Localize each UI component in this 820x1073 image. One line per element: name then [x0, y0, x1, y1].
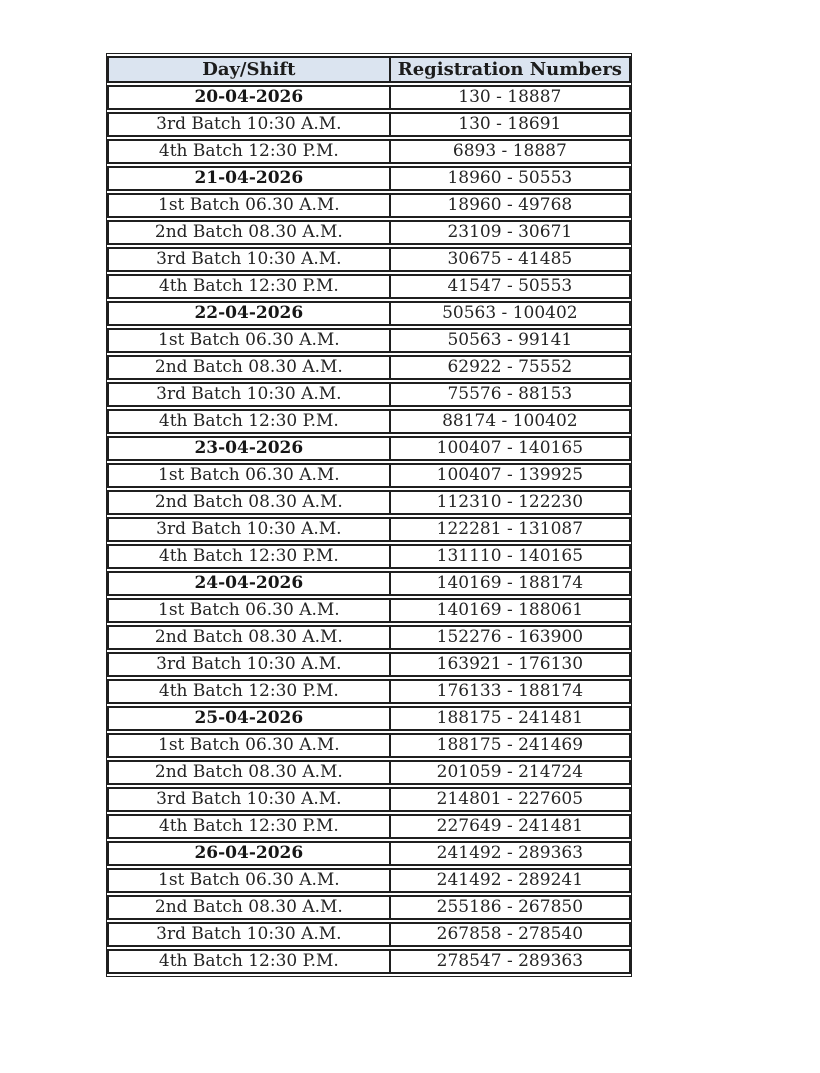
registration-numbers-cell: 130 - 18691	[391, 112, 631, 137]
registration-numbers-cell: 176133 - 188174	[391, 679, 631, 704]
day-shift-cell: 2nd Batch 08.30 A.M.	[107, 895, 391, 920]
registration-numbers-cell: 100407 - 140165	[391, 436, 631, 461]
table-body	[107, 85, 631, 974]
date-row	[107, 301, 631, 326]
batch-row	[107, 652, 631, 677]
day-shift-cell: 3rd Batch 10:30 A.M.	[107, 112, 391, 137]
registration-numbers-cell: 188175 - 241469	[391, 733, 631, 758]
day-shift-cell: 22-04-2026	[107, 301, 391, 326]
day-shift-cell: 24-04-2026	[107, 571, 391, 596]
day-shift-cell: 4th Batch 12:30 P.M.	[107, 274, 391, 299]
day-shift-cell: 1st Batch 06.30 A.M.	[107, 598, 391, 623]
registration-numbers-cell: 163921 - 176130	[391, 652, 631, 677]
batch-row	[107, 490, 631, 515]
batch-row	[107, 895, 631, 920]
day-shift-cell: 2nd Batch 08.30 A.M.	[107, 355, 391, 380]
batch-row	[107, 382, 631, 407]
registration-numbers-cell: 18960 - 49768	[391, 193, 631, 218]
day-shift-cell: 1st Batch 06.30 A.M.	[107, 463, 391, 488]
batch-row	[107, 112, 631, 137]
day-shift-cell: 20-04-2026	[107, 85, 391, 110]
day-shift-cell: 1st Batch 06.30 A.M.	[107, 868, 391, 893]
registration-numbers-cell: 241492 - 289363	[391, 841, 631, 866]
batch-row	[107, 463, 631, 488]
registration-numbers-cell: 50563 - 100402	[391, 301, 631, 326]
registration-numbers-cell: 188175 - 241481	[391, 706, 631, 731]
day-shift-cell: 4th Batch 12:30 P.M.	[107, 679, 391, 704]
batch-row	[107, 247, 631, 272]
batch-row	[107, 922, 631, 947]
batch-row	[107, 220, 631, 245]
registration-numbers-cell: 30675 - 41485	[391, 247, 631, 272]
registration-numbers-cell: 255186 - 267850	[391, 895, 631, 920]
day-shift-cell: 3rd Batch 10:30 A.M.	[107, 787, 391, 812]
batch-row	[107, 355, 631, 380]
day-shift-cell: 25-04-2026	[107, 706, 391, 731]
registration-numbers-cell: 131110 - 140165	[391, 544, 631, 569]
batch-row	[107, 733, 631, 758]
registration-numbers-cell: 278547 - 289363	[391, 949, 631, 974]
day-shift-cell: 4th Batch 12:30 P.M.	[107, 139, 391, 164]
day-shift-cell: 4th Batch 12:30 P.M.	[107, 814, 391, 839]
day-shift-cell: 4th Batch 12:30 P.M.	[107, 544, 391, 569]
day-shift-cell: 4th Batch 12:30 P.M.	[107, 949, 391, 974]
day-shift-cell: 2nd Batch 08.30 A.M.	[107, 220, 391, 245]
batch-row	[107, 814, 631, 839]
registration-numbers-cell: 241492 - 289241	[391, 868, 631, 893]
registration-numbers-cell: 267858 - 278540	[391, 922, 631, 947]
day-shift-cell: 3rd Batch 10:30 A.M.	[107, 382, 391, 407]
day-shift-cell: 26-04-2026	[107, 841, 391, 866]
batch-row	[107, 598, 631, 623]
batch-row	[107, 328, 631, 353]
registration-numbers-cell: 214801 - 227605	[391, 787, 631, 812]
registration-numbers-cell: 140169 - 188174	[391, 571, 631, 596]
batch-row	[107, 949, 631, 974]
batch-row	[107, 625, 631, 650]
date-row	[107, 706, 631, 731]
schedule-table	[107, 54, 631, 976]
registration-numbers-cell: 100407 - 139925	[391, 463, 631, 488]
registration-numbers-cell: 140169 - 188061	[391, 598, 631, 623]
day-shift-cell: 2nd Batch 08.30 A.M.	[107, 490, 391, 515]
registration-numbers-cell: 88174 - 100402	[391, 409, 631, 434]
batch-row	[107, 517, 631, 542]
day-shift-cell: 3rd Batch 10:30 A.M.	[107, 652, 391, 677]
date-row	[107, 571, 631, 596]
date-row	[107, 85, 631, 110]
batch-row	[107, 868, 631, 893]
registration-numbers-cell: 62922 - 75552	[391, 355, 631, 380]
day-shift-cell: 3rd Batch 10:30 A.M.	[107, 922, 391, 947]
day-shift-cell: 2nd Batch 08.30 A.M.	[107, 760, 391, 785]
batch-row	[107, 139, 631, 164]
registration-numbers-cell: 23109 - 30671	[391, 220, 631, 245]
registration-numbers-cell: 50563 - 99141	[391, 328, 631, 353]
registration-numbers-cell: 122281 - 131087	[391, 517, 631, 542]
day-shift-cell: 21-04-2026	[107, 166, 391, 191]
registration-numbers-cell: 227649 - 241481	[391, 814, 631, 839]
batch-row	[107, 787, 631, 812]
date-row	[107, 166, 631, 191]
day-shift-cell: 1st Batch 06.30 A.M.	[107, 193, 391, 218]
day-shift-cell: 2nd Batch 08.30 A.M.	[107, 625, 391, 650]
registration-numbers-cell: 75576 - 88153	[391, 382, 631, 407]
day-shift-cell: 1st Batch 06.30 A.M.	[107, 733, 391, 758]
registration-numbers-cell: 130 - 18887	[391, 85, 631, 110]
registration-numbers-cell: 6893 - 18887	[391, 139, 631, 164]
day-shift-cell: 1st Batch 06.30 A.M.	[107, 328, 391, 353]
registration-numbers-cell: 41547 - 50553	[391, 274, 631, 299]
batch-row	[107, 760, 631, 785]
batch-row	[107, 544, 631, 569]
registration-numbers-cell: 18960 - 50553	[391, 166, 631, 191]
header-day-shift: Day/Shift	[107, 56, 391, 83]
batch-row	[107, 409, 631, 434]
header-row	[107, 56, 631, 83]
registration-schedule-table	[106, 53, 632, 977]
batch-row	[107, 193, 631, 218]
table-header	[107, 56, 631, 83]
registration-numbers-cell: 152276 - 163900	[391, 625, 631, 650]
batch-row	[107, 679, 631, 704]
registration-numbers-cell: 201059 - 214724	[391, 760, 631, 785]
date-row	[107, 436, 631, 461]
batch-row	[107, 274, 631, 299]
header-registration-numbers: Registration Numbers	[391, 56, 631, 83]
date-row	[107, 841, 631, 866]
day-shift-cell: 23-04-2026	[107, 436, 391, 461]
day-shift-cell: 4th Batch 12:30 P.M.	[107, 409, 391, 434]
registration-numbers-cell: 112310 - 122230	[391, 490, 631, 515]
day-shift-cell: 3rd Batch 10:30 A.M.	[107, 517, 391, 542]
day-shift-cell: 3rd Batch 10:30 A.M.	[107, 247, 391, 272]
